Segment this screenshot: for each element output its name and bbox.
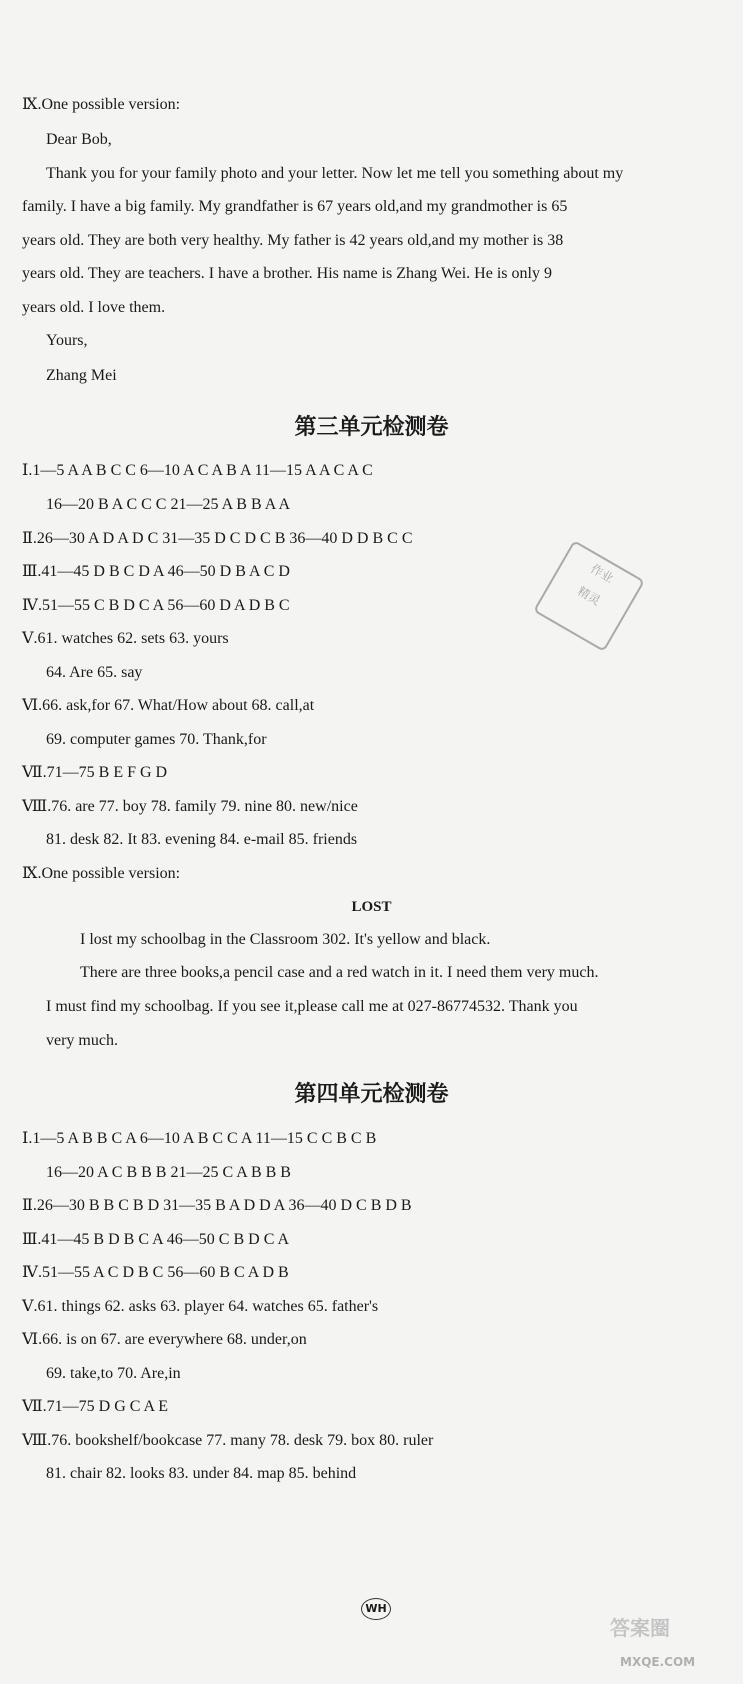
- letter-line: years old. They are both very healthy. My father is 42 years old,and my mother is 38: [22, 232, 564, 249]
- answer-line: Ⅷ.76. bookshelf/bookcase 77. many 78. desk 79. box 80. ruler: [22, 1432, 434, 1449]
- answer-line: Ⅶ.71—75 B E F G D: [22, 764, 168, 781]
- letter-line: Thank you for your family photo and your letter. Now let me tell you something about my: [46, 165, 624, 182]
- answer-line: 69. take,to 70. Are,in: [46, 1365, 181, 1382]
- lost-paragraph: I lost my schoolbag in the Classroom 302. It's yellow and black.: [80, 931, 491, 948]
- answer-line: Ⅵ.66. ask,for 67. What/How about 68. call,at: [22, 697, 315, 714]
- publisher-logo: WH: [361, 1598, 391, 1620]
- letter-signature: Zhang Mei: [46, 367, 117, 384]
- answer-line: Ⅲ.41—45 D B C D A 46—50 D B A C D: [22, 563, 290, 580]
- answer-line: 69. computer games 70. Thank,for: [46, 731, 267, 748]
- lost-paragraph: There are three books,a pencil case and a red watch in it. I need them very much.: [80, 964, 599, 981]
- answer-line: Ⅵ.66. is on 67. are everywhere 68. under,on: [22, 1331, 307, 1348]
- answer-line: Ⅲ.41—45 B D B C A 46—50 C B D C A: [22, 1231, 290, 1248]
- answer-line: Ⅰ.1—5 A B B C A 6—10 A B C C A 11—15 C C B C B: [22, 1130, 377, 1147]
- lost-paragraph: I must find my schoolbag. If you see it,please call me at 027-86774532. Thank you: [46, 998, 578, 1015]
- letter-line: family. I have a big family. My grandfather is 67 years old,and my grandmother is 65: [22, 198, 568, 215]
- unit3-title: 第三单元检测卷: [294, 415, 449, 440]
- answer-line: Ⅱ.26—30 A D A D C 31—35 D C D C B 36—40 D D B C C: [22, 530, 413, 547]
- lost-title: LOST: [351, 899, 392, 915]
- answer-line: Ⅳ.51—55 C B D C A 56—60 D A D B C: [22, 597, 290, 614]
- answer-line: Ⅱ.26—30 B B C B D 31—35 B A D D A 36—40 D C B D B: [22, 1197, 412, 1214]
- letter-line: years old. I love them.: [22, 299, 166, 316]
- section-ix-label: Ⅸ.One possible version:: [22, 96, 181, 113]
- stamp-seal: [533, 540, 645, 652]
- letter-line: years old. They are teachers. I have a brother. His name is Zhang Wei. He is only 9: [22, 265, 552, 282]
- answer-line: Ⅸ.One possible version:: [22, 865, 181, 882]
- stamp-line: 作业: [588, 561, 616, 586]
- answer-line: Ⅷ.76. are 77. boy 78. family 79. nine 80. new/nice: [22, 798, 358, 815]
- answer-line: Ⅳ.51—55 A C D B C 56—60 B C A D B: [22, 1264, 289, 1281]
- letter-closing: Yours,: [46, 332, 88, 349]
- answer-line: Ⅴ.61. things 62. asks 63. player 64. watches 65. father's: [22, 1298, 379, 1315]
- answer-line: Ⅴ.61. watches 62. sets 63. yours: [22, 630, 229, 647]
- watermark-url: MXQE.COM: [620, 1655, 696, 1669]
- unit4-title: 第四单元检测卷: [294, 1082, 449, 1107]
- answer-line: 81. desk 82. It 83. evening 84. e-mail 85. friends: [46, 831, 358, 848]
- answer-line: 16—20 B A C C C 21—25 A B B A A: [46, 496, 291, 513]
- watermark-logo: 答案圈: [610, 1616, 670, 1640]
- answer-line: Ⅰ.1—5 A A B C C 6—10 A C A B A 11—15 A A C A C: [22, 462, 373, 479]
- stamp-line: 精灵: [575, 583, 603, 609]
- answer-line: 16—20 A C B B B 21—25 C A B B B: [46, 1164, 291, 1181]
- answer-line: 81. chair 82. looks 83. under 84. map 85. behind: [46, 1465, 357, 1482]
- lost-paragraph: very much.: [46, 1032, 118, 1049]
- letter-greeting: Dear Bob,: [46, 131, 112, 148]
- answer-line: 64. Are 65. say: [46, 664, 143, 681]
- answer-line: Ⅶ.71—75 D G C A E: [22, 1398, 168, 1415]
